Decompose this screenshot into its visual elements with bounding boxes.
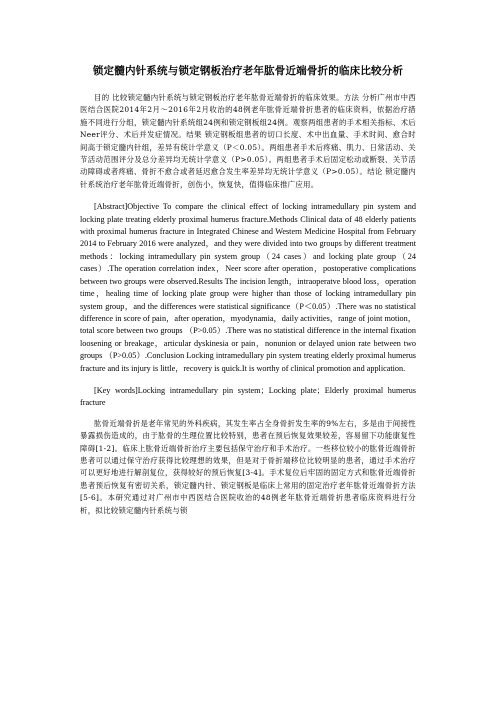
abstract-english: [Abstract]Objective To compare the clinical effect of locking intramedullary pin system and locking plate treating elderly proximal humerus fracture.Methods Clinical data of 48 elderly patients with proximal humerus fracture in Integrated Chinese and Western Medicine Hospital from February 2014 to February 2016 were analyzed，and they were divided into two groups by different treatment methods：locking intramedullary pin system group（24 cases）and locking plate group（24 cases）.The operation correlation index，Neer score after operation，postoperative complications between two groups were observed.Results The incision length，intraoperatve blood loss，operation time，healing time of locking plate group were higher than those of locking intramedullary pin system group，and the differences were statistical significance（P＜0.05）.There was no statistical difference in score of pain，after operation，myodynamia，daily activities，range of joint motion，total score between two groups （P>0.05）.There was no statistical difference in the internal fixation loosening or breakage，articular dyskinesia or pain，nonunion or delayed union rate between two groups （P>0.05）.Conclusion Locking intramedullary pin system treating elderly proximal humerus fracture and its injury is little，recovery is quick.It is worthy of clinical promotion and application. [80,202,416,373]
abstract-chinese: 目的 比较锁定髓内针系统与锁定钢板治疗老年肱骨近端骨折的临床效果。方法 分析广州市中西医结合医院2014年2月～2016年2月收治的48例老年肱骨近端骨折患者的临床资料，依据治疗措施不同进行分组，锁定髓内针系统组24例和锁定钢板组24例。观察两组患者的手术相关指标、术后Neer评分、术后并发症情况。结果 锁定钢板组患者的切口长度、术中出血量、手术时间、愈合时间高于锁定髓内针组，差异有统计学意义（P＜0.05）。两组患者手术后疼痛、肌力、日常活动、关节活动范围评分及总分差异均无统计学意义（P>0.05）。两组患者手术后固定松动或断裂、关节活动障碍或者疼痛、骨折不愈合或者延迟愈合发生率差异均无统计学意义（P>0.05）。结论 锁定髓内针系统治疗老年肱骨近端骨折，创伤小，恢复快，值得临床推广应用。 [80,93,416,189]
spacer [80,375,416,385]
keywords-english: [Key words]Locking intramedullary pin system；Locking plate；Elderly proximal humerus fracture [80,385,416,408]
spacer [80,410,416,418]
spacer [80,191,416,201]
paper-title: 锁定髓内针系统与锁定钢板治疗老年肱骨近端骨折的临床比较分析 [92,65,404,77]
body-introduction: 肱骨近端骨折是老年常见的外科疾病，其发生率占全身骨折发生率的9%左右，多是由于间接性暴露损伤造成的，由于肱骨的生理位置比较特别，患者在预后恢复效果较差，容易留下功能康复性障碍[1-2]。临床上肱骨近端骨折治疗主要包括保守治疗和手术治疗。一些移位较小的肱骨近端骨折患者可以通过保守治疗获得比较理想的效果，但是对于骨折端移位比较明显的患者，通过手术治疗可以更好地进行解剖复位，获得较好的预后恢复[3-4]。手术复位后牢固的固定方式和肱骨近端骨折患者预后恢复有密切关系，锁定髓内针、锁定钢板是临床上常用的固定治疗老年肱骨近端骨折方法[5-6]。本研究通过对广州市中西医结合医院收治的48例老年肱骨近端骨折患者临床资料进行分析，拟比较锁定髓内针系统与锁 [80,418,416,515]
